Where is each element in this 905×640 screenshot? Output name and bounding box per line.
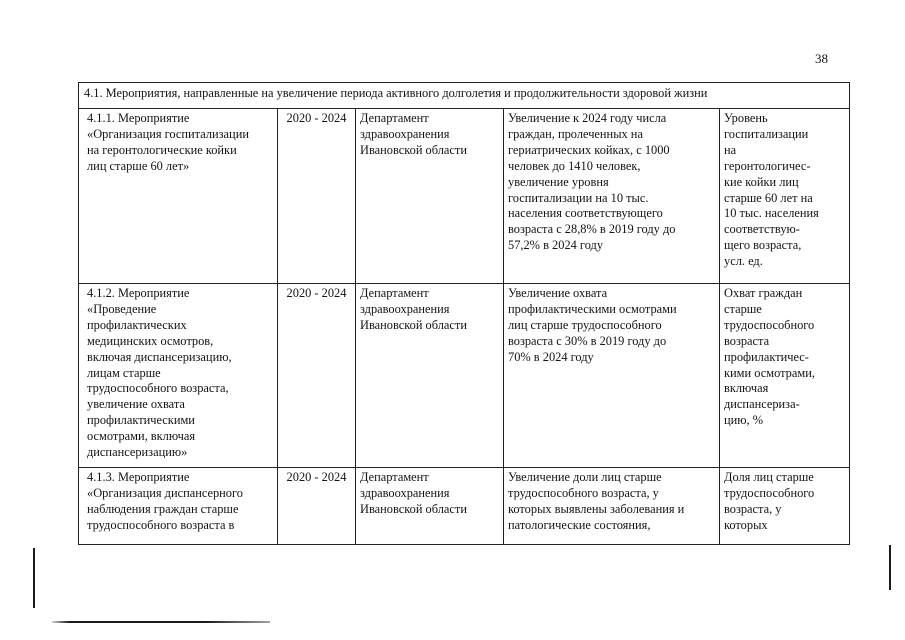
years-cell: 2020 - 2024 xyxy=(278,284,356,468)
result-cell: Увеличение охвата профилактическими осмотрами лиц старше трудоспособного возраста с 30% в 2019 году до 70% в 2024 году xyxy=(504,284,720,468)
measure-name-cell: 4.1.2. Мероприятие «Проведение профилактических медицинских осмотров, включая диспансеризацию, лицам старше трудоспособного возраста, увеличение охвата профилактическими осмотрами, включая диспансеризацию» xyxy=(79,284,278,468)
table-row xyxy=(79,468,850,545)
years-cell: 2020 - 2024 xyxy=(278,468,356,545)
scan-edge-mark-bottom xyxy=(52,621,270,623)
executor-cell: Департамент здравоохранения Ивановской области xyxy=(356,284,504,468)
executor-cell: Департамент здравоохранения Ивановской области xyxy=(356,109,504,284)
scan-edge-mark-left xyxy=(33,548,35,608)
indicator-cell: Доля лиц старше трудоспособного возраста, у которых xyxy=(720,468,850,545)
page-number: 38 xyxy=(815,51,828,66)
measure-name-cell: 4.1.1. Мероприятие «Организация госпитализации на геронтологические койки лиц старше 60 лет» xyxy=(79,109,278,284)
measures-table xyxy=(78,82,850,545)
executor-cell: Департамент здравоохранения Ивановской области xyxy=(356,468,504,545)
indicator-cell: Охват граждан старше трудоспособного возраста профилактичес- кими осмотрами, включая диспансериза- цию, % xyxy=(720,284,850,468)
indicator-cell: Уровень госпитализации на геронтологичес- кие койки лиц старше 60 лет на 10 тыс. населения соответствую- щего возраста, усл. ед. xyxy=(720,109,850,284)
measure-name-cell: 4.1.3. Мероприятие «Организация диспансерного наблюдения граждан старше трудоспособного возраста в xyxy=(79,468,278,545)
section-heading-row xyxy=(79,83,850,109)
scan-edge-mark-right xyxy=(889,545,891,590)
result-cell: Увеличение к 2024 году числа граждан, пролеченных на гериатрических койках, с 1000 человек до 1410 человек, увеличение уровня госпитализации на 10 тыс. населения соответствующего возраста с 28,8% в 2019 году до 57,2% в 2024 году xyxy=(504,109,720,284)
table-row xyxy=(79,109,850,284)
table-row xyxy=(79,284,850,468)
section-heading: 4.1. Мероприятия, направленные на увеличение периода активного долголетия и продолжительности здоровой жизни xyxy=(79,83,850,109)
result-cell: Увеличение доли лиц старше трудоспособного возраста, у которых выявлены заболевания и патологические состояния, xyxy=(504,468,720,545)
years-cell: 2020 - 2024 xyxy=(278,109,356,284)
